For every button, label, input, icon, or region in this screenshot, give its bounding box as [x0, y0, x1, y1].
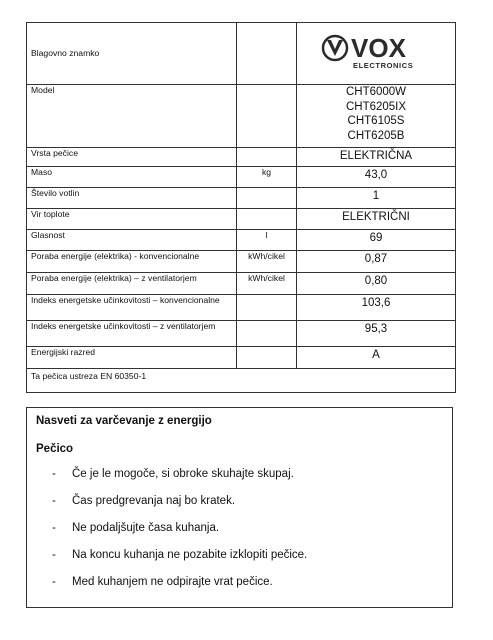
tips-title: Nasveti za varčevanje z energijo — [36, 415, 212, 427]
spec-value: 0,87 — [297, 251, 456, 273]
model-value: CHT6205B — [347, 129, 405, 142]
spec-value: ELEKTRIČNI — [297, 209, 456, 230]
spec-unit — [237, 295, 297, 321]
spec-row — [27, 188, 456, 209]
spec-row — [27, 273, 456, 295]
model-row — [27, 85, 456, 148]
spec-label: Vir toplote — [27, 209, 237, 230]
spec-unit: kWh/cikel — [237, 273, 297, 295]
logo-text: VOX — [351, 33, 406, 63]
brand-unit-cell — [237, 23, 297, 85]
standard-note: Ta pečica ustreza EN 60350-1 — [27, 369, 456, 393]
tips-subtitle: Pečico — [36, 443, 74, 455]
spec-value: 103,6 — [297, 295, 456, 321]
spec-unit: kg — [237, 167, 297, 188]
spec-row — [27, 321, 456, 347]
spec-value: 43,0 — [297, 167, 456, 188]
vox-logo — [321, 28, 431, 76]
spec-value: 0,80 — [297, 273, 456, 295]
brand-row — [27, 23, 456, 85]
brand-label: Blagovno znamko — [27, 23, 237, 85]
tip-item: - Na koncu kuhanja ne pozabite izklopiti pečice. — [52, 548, 443, 562]
spec-row — [27, 295, 456, 321]
spec-unit — [237, 347, 297, 369]
footer-row — [27, 369, 456, 393]
spec-row — [27, 251, 456, 273]
model-value: CHT6105S — [347, 115, 405, 127]
spec-label: Energijski razred — [27, 347, 237, 369]
spec-unit — [237, 209, 297, 230]
spec-unit: l — [237, 230, 297, 251]
spec-row — [27, 167, 456, 188]
spec-value: ELEKTRIČNA — [297, 148, 456, 167]
spec-label: Indeks energetske učinkovitosti – z ventilatorjem — [27, 321, 237, 347]
spec-unit: kWh/cikel — [237, 251, 297, 273]
spec-unit — [237, 188, 297, 209]
tip-item: - Med kuhanjem ne odpirajte vrat pečice. — [52, 575, 443, 589]
spec-label: Glasnost — [27, 230, 237, 251]
model-label: Model — [27, 85, 237, 148]
tip-item: - Ne podaljšujte časa kuhanja. — [52, 521, 443, 535]
spec-label: Poraba energije (elektrika) – z ventilatorjem — [27, 273, 237, 295]
brand-logo-cell — [297, 23, 456, 85]
tips-list — [36, 467, 443, 589]
energy-tips-box — [26, 407, 453, 608]
spec-label: Maso — [27, 167, 237, 188]
spec-label: Vrsta pečice — [27, 148, 237, 167]
spec-row — [27, 148, 456, 167]
spec-value: 69 — [297, 230, 456, 251]
spec-label: Število votlin — [27, 188, 237, 209]
spec-value: A — [297, 347, 456, 369]
spec-label: Poraba energije (elektrika) - konvencionalne — [27, 251, 237, 273]
model-unit-cell — [237, 85, 297, 148]
spec-row — [27, 230, 456, 251]
spec-row — [27, 347, 456, 369]
model-value: CHT6000W — [345, 86, 407, 98]
spec-unit — [237, 321, 297, 347]
spec-value: 1 — [297, 188, 456, 209]
tip-item: - Če je le mogoče, si obroke skuhajte skupaj. — [52, 467, 443, 481]
logo-subtext: ELECTRONICS — [353, 61, 414, 70]
spec-row — [27, 209, 456, 230]
model-values — [297, 85, 456, 148]
spec-label: Indeks energetske učinkovitosti – konvencionalne — [27, 295, 237, 321]
spec-table — [26, 22, 456, 393]
spec-unit — [237, 148, 297, 167]
model-value: CHT6205IX — [345, 100, 407, 113]
spec-value: 95,3 — [297, 321, 456, 347]
tip-item: - Čas predgrevanja naj bo kratek. — [52, 494, 443, 508]
